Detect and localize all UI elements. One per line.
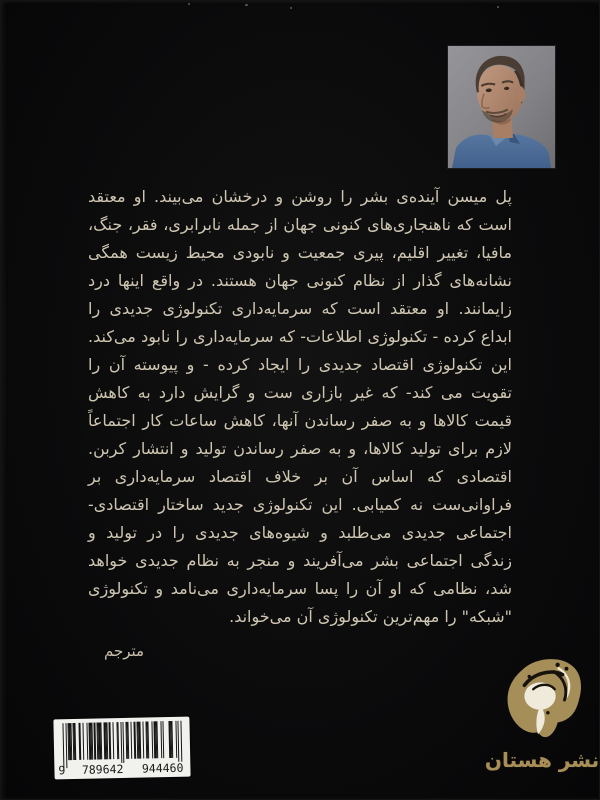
synopsis-paragraph xyxy=(88,183,512,631)
publisher-logo xyxy=(500,656,584,746)
synopsis-line: تقویت می کند- که غیر بازاری ست و گرایش دارد به کاهش xyxy=(88,383,512,402)
barcode-right-group: 944460 xyxy=(141,760,184,776)
dust-speck xyxy=(245,4,248,6)
barcode-number xyxy=(58,762,185,778)
synopsis-line: فراوانی‌ست نه کمیابی. این تکنولوژی جدید ساختار اقتصادی- xyxy=(88,495,512,514)
author-portrait-graphic xyxy=(448,46,555,168)
barcode-digit-lead: 9 xyxy=(58,763,66,778)
synopsis-line: اقتصادی که اساس آن بر خلاف اقتصاد سرمایه‌داری بر xyxy=(88,467,512,486)
barcode-left-group: 789642 xyxy=(81,761,124,777)
synopsis-line: است که ناهنجاری‌های کنونی جهان از جمله نابرابری، فقر، جنگ، xyxy=(88,215,512,234)
synopsis-line: قیمت کالاها و به صفر رساندن آنها، کاهش ساعات کار اجتماعاً xyxy=(88,411,512,430)
synopsis-line: زندگی اجتماعی بشر می‌آفریند و منجر به نظام جدیدی خواهد xyxy=(88,551,512,570)
synopsis-line: لازم برای تولید کالاها، و به صفر رساندن تولید و انتشار کربن. xyxy=(88,439,512,458)
synopsis-line: زایمانند. او معتقد است که سرمایه‌داری تکنولوژی جدیدی را xyxy=(88,299,512,318)
synopsis-line: "شبکه" را مهم‌ترین تکنولوژی آن می‌خواند. xyxy=(229,607,512,626)
synopsis-line: اجتماعی جدیدی می‌طلبد و شیوه‌های جدیدی را در تولید و xyxy=(88,523,512,542)
dust-speck xyxy=(497,6,499,8)
dust-speck xyxy=(290,7,292,9)
author-photo xyxy=(448,46,555,168)
synopsis-line: پل میسن آینده‌ی بشر را روشن و درخشان می‌بیند. او معتقد xyxy=(88,187,512,206)
dust-speck xyxy=(188,3,190,5)
synopsis-line: شد، نظامی که او آن را پسا سرمایه‌داری می‌نامد و تکنولوژی xyxy=(88,579,512,598)
publisher-block xyxy=(486,656,598,772)
synopsis-line: ابداع کرده - تکنولوژی اطلاعات- که سرمایه‌داری را نابود می‌کند. xyxy=(88,327,512,346)
translator-label: مترجم xyxy=(104,642,145,660)
publisher-name: نشر هستان xyxy=(484,748,600,772)
synopsis-line: نشانه‌های گذار از نظام کنونی جهان هستند. در واقع اینها درد xyxy=(88,271,512,290)
synopsis-line: مافیا، تغییر اقلیم، پیری جمعیت و نابودی محیط زیست همگی xyxy=(88,243,512,262)
synopsis-line: این تکنولوژی اقتصاد جدیدی را ایجاد کرده - و پیوسته آن را xyxy=(88,355,512,374)
isbn-barcode xyxy=(53,717,190,780)
